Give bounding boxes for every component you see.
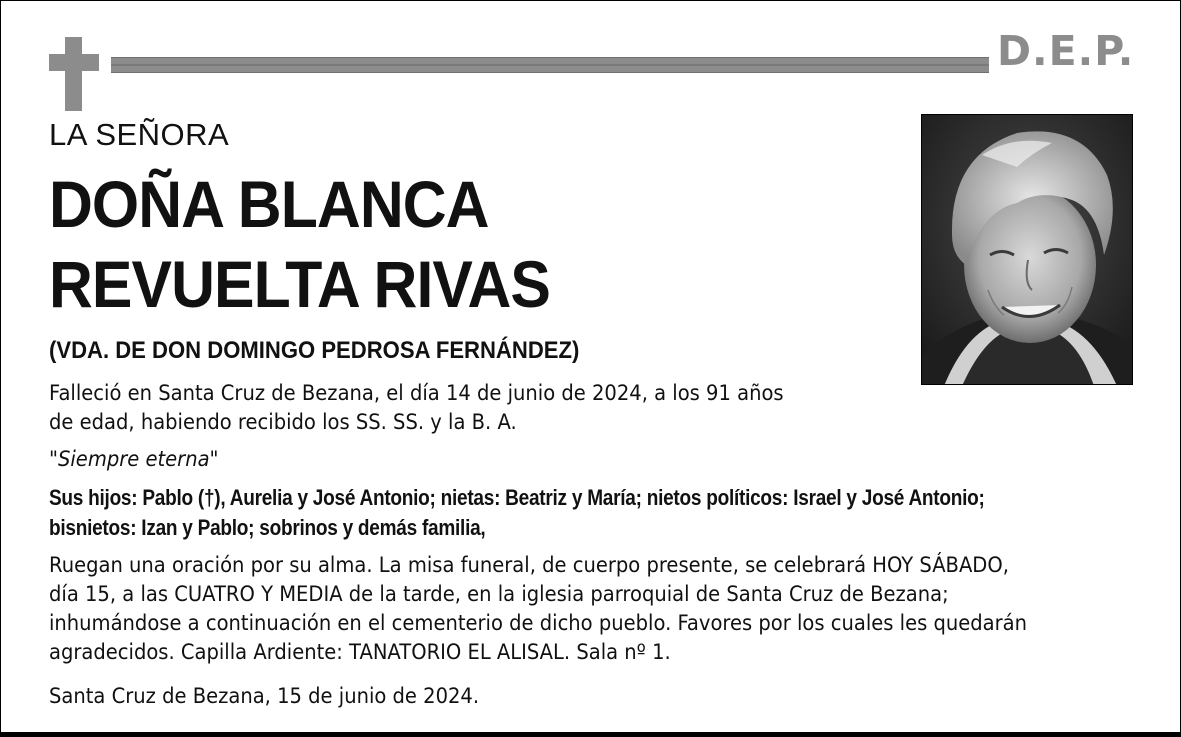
ceremony-line-2: día 15, a las CUATRO Y MEDIA de la tarde, en la iglesia parroquial de Santa Cruz de Bezana; (49, 582, 949, 606)
ceremony-line-4: agradecidos. Capilla Ardiente: TANATORIO EL ALISAL. Sala nº 1. (49, 640, 671, 664)
dep-label: D.E.P. (997, 27, 1135, 75)
death-notice-line-2: de edad, habiendo recibido los SS. SS. y la B. A. (49, 410, 517, 434)
death-notice (49, 379, 784, 437)
widow-of: (VDA. DE DON DOMINGO PEDROSA FERNÁNDEZ) (49, 337, 580, 364)
family-line-2: bisnietos: Izan y Pablo; sobrinos y demás familia, (49, 515, 486, 540)
cross-icon (49, 37, 99, 111)
deceased-name-line-2: REVUELTA RIVAS (49, 247, 551, 321)
dateline: Santa Cruz de Bezana, 15 de junio de 2024. (49, 684, 480, 708)
honorific: LA SEÑORA (49, 117, 230, 152)
header-rule (111, 57, 989, 73)
family-line-1: Sus hijos: Pablo (†), Aurelia y José Antonio; nietas: Beatriz y María; nietos políticos: Israel y José Antonio; (49, 485, 985, 510)
death-notice-line-1: Falleció en Santa Cruz de Bezana, el día 14 de junio de 2024, a los 91 años (49, 381, 784, 405)
ceremony-details (49, 551, 1027, 667)
portrait-photo (921, 114, 1133, 385)
deceased-name-line-1: DOÑA BLANCA (49, 167, 489, 241)
ceremony-line-3: inhumándose a continuación en el cementerio de dicho pueblo. Favores por los cuales les quedarán (49, 611, 1028, 635)
ceremony-line-1: Ruegan una oración por su alma. La misa funeral, de cuerpo presente, se celebrará HOY SÁBADO, (49, 553, 1009, 577)
memorial-quote: "Siempre eterna" (49, 447, 219, 471)
family-list (49, 483, 985, 543)
